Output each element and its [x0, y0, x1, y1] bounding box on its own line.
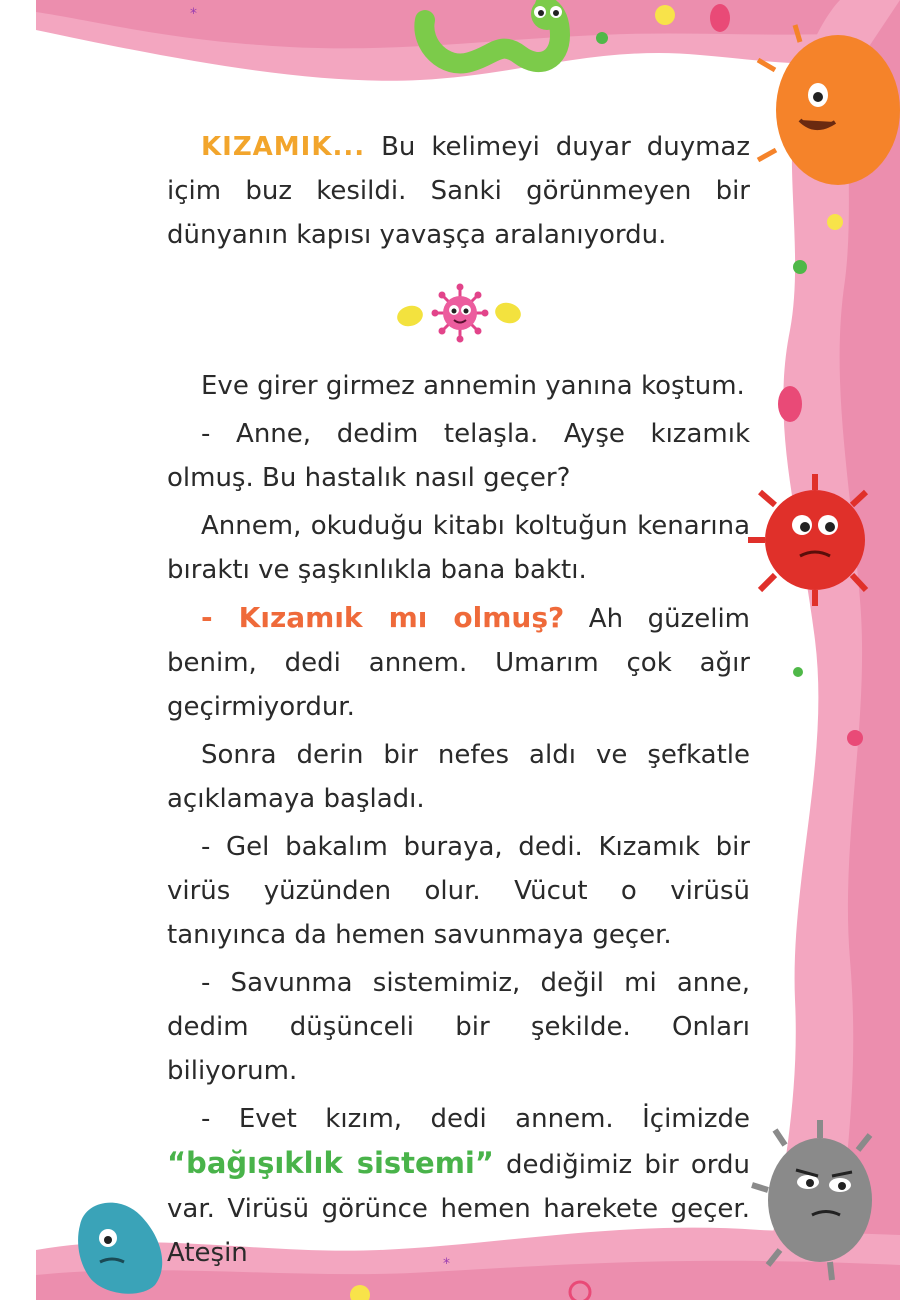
story-paragraph-9: - Evet kızım, dedi annem. İçimizde “bağışıklık sistemi” dediğimiz bir ordu var. Virüsü görünce hemen harekete geçer. Ateşin — [167, 1104, 750, 1268]
svg-text:*: * — [443, 1256, 450, 1272]
story-paragraph-2: Eve girer girmez annemin yanına koştum. — [201, 371, 745, 401]
story-paragraph-5: - Kızamık mı olmuş? Ah güzelim benim, dedi annem. Umarım çok ağır geçirmiyordur. — [167, 601, 750, 722]
section-divider — [395, 283, 525, 343]
story-paragraph-8: - Savunma sistemimiz, değil mi anne, dedim düşünceli bir şekilde. Onları biliyorum. — [167, 968, 750, 1086]
highlight-question: - Kızamık mı olmuş? — [201, 601, 565, 634]
story-paragraph-1: KIZAMIK... Bu kelimeyi duyar duymaz içim buz kesildi. Sanki görünmeyen bir dünyanın kapısı yavaşça aralanıyordu. — [167, 132, 750, 250]
highlight-immune-system: “bağışıklık sistemi” — [167, 1146, 494, 1180]
story-paragraph-7: - Gel bakalım buraya, dedi. Kızamık bir virüs yüzünden olur. Vücut o virüsü tanıyınca da hemen savunmaya geçer. — [167, 832, 750, 950]
story-paragraph-6: Sonra derin bir nefes aldı ve şefkatle açıklamaya başladı. — [167, 740, 750, 814]
intro-paragraph-block — [167, 125, 750, 261]
dialogue-block — [167, 364, 750, 1279]
lemon-icon — [395, 303, 425, 329]
highlight-kizamik: KIZAMIK... — [201, 132, 366, 162]
lemon-icon — [493, 300, 523, 326]
svg-text:*: * — [190, 6, 197, 22]
story-paragraph-3: - Anne, dedim telaşla. Ayşe kızamık olmuş. Bu hastalık nasıl geçer? — [167, 419, 750, 493]
pink-virus-icon — [432, 284, 489, 343]
story-paragraph-4: Annem, okuduğu kitabı koltuğun kenarına bıraktı ve şaşkınlıkla bana baktı. — [167, 511, 750, 585]
